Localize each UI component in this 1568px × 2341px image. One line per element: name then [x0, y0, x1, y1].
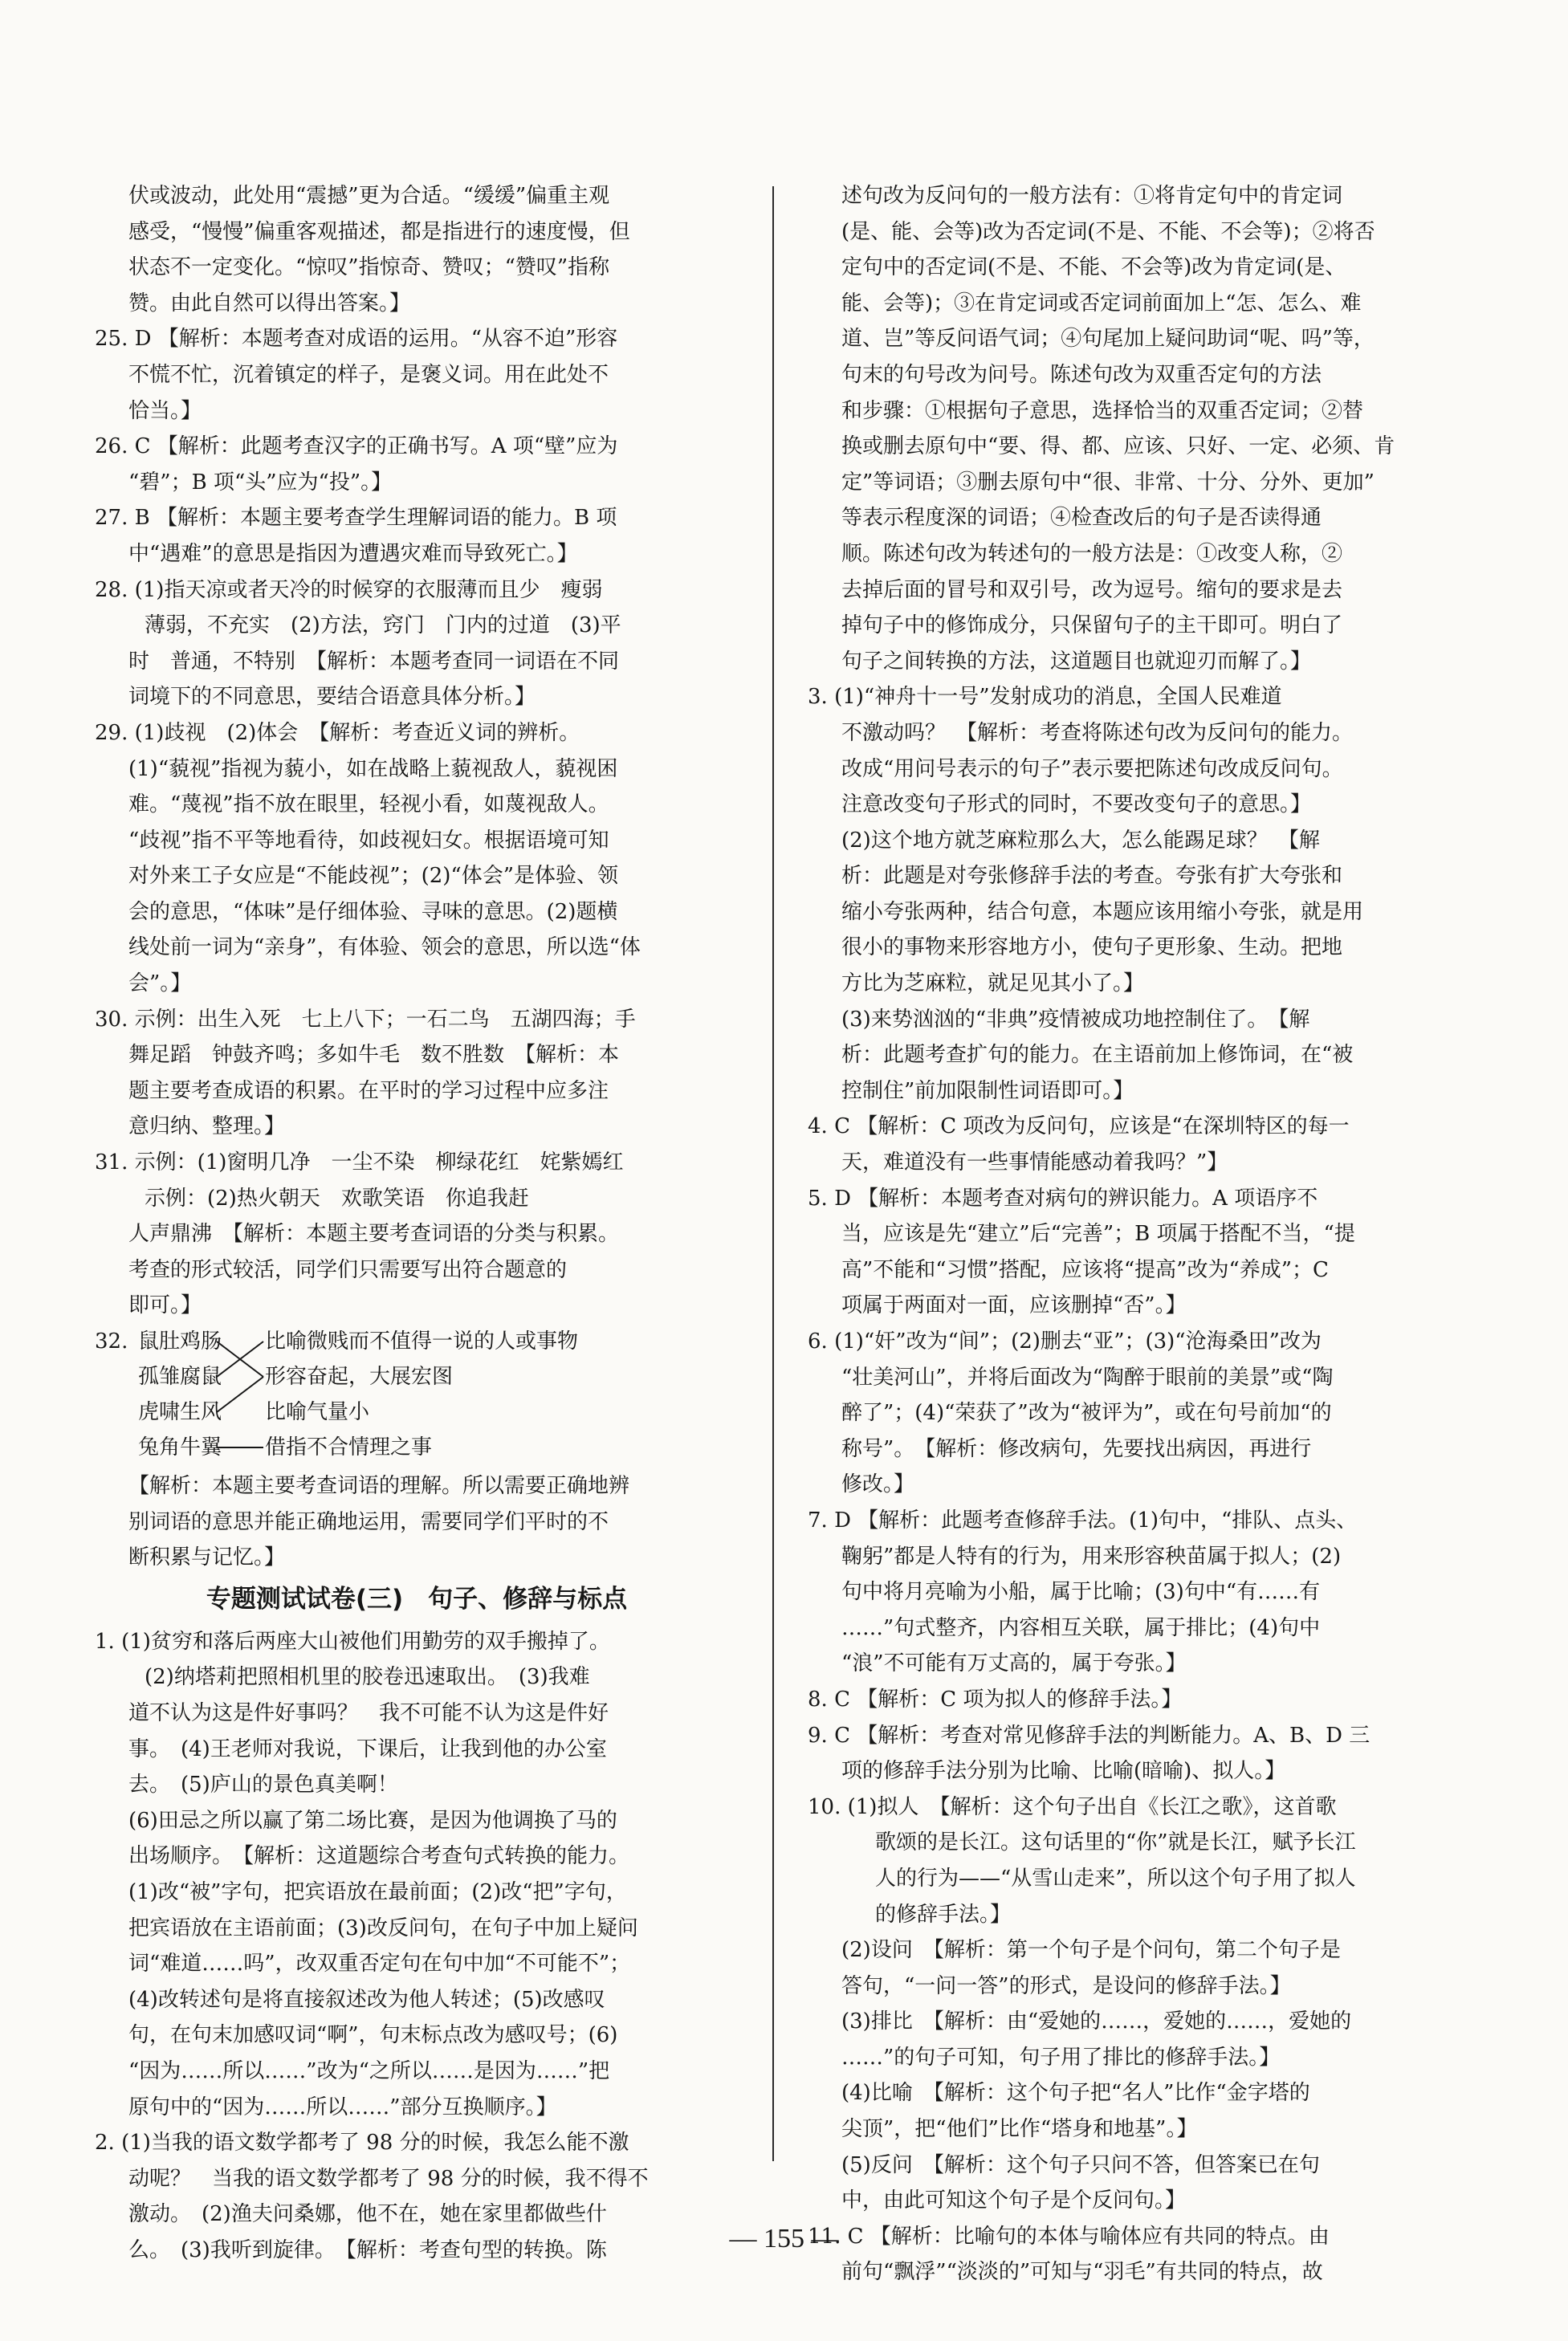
text-line: 28. (1)指天凉或者天冷的时候穿的衣服薄而且少 瘦弱: [95, 577, 603, 602]
text-line: 动呢？ 当我的语文数学都考了 98 分的时候，我不得不: [128, 2166, 649, 2191]
text-line: 激动。 (2)渔夫问桑娜，他不在，她在家里都做些什: [128, 2202, 607, 2227]
text-line: (2)设问 【解析：第一个句子是个问句，第二个句子是: [841, 1938, 1341, 1963]
match-right-definition: 比喻微贱而不值得一说的人或事物: [265, 1329, 579, 1354]
section-title: 专题测试试卷(三) 句子、修辞与标点: [206, 1584, 628, 1614]
text-line: 把宾语放在主语前面；(3)改反问句，在句子中加上疑问: [128, 1916, 638, 1940]
text-line: 对外来工子女应是“不能歧视”；(2)“体会”是体验、领: [128, 864, 618, 889]
text-line: 前句“飘浮”“淡淡的”可知与“羽毛”有共同的特点，故: [841, 2260, 1323, 2285]
text-line: 定”等词语；③删去原句中“很、非常、十分、分外、更加”: [841, 470, 1375, 495]
text-line: 缩小夸张两种，结合句意，本题应该用缩小夸张，就是用: [841, 899, 1364, 924]
text-line: 词“难道……吗”，改双重否定句在句中加“不可能不”；: [128, 1952, 631, 1977]
match-line: [217, 1377, 263, 1412]
right-block: [808, 178, 1471, 2290]
text-line: 人声鼎沸 【解析：本题主要考查词语的分类与积累。: [128, 1222, 620, 1247]
text-line: 9. C 【解析：考查对常见修辞手法的判断能力。A、B、D 三: [808, 1723, 1370, 1748]
text-line: (3)排比 【解析：由“爱她的……，爱她的……，爱她的: [841, 2009, 1352, 2034]
text-line: 天，难道没有一些事情能感动着我吗？”】: [841, 1150, 1228, 1175]
match-right-definition: 借指不合情理之事: [265, 1435, 433, 1460]
text-line: 26. C 【解析：此题考查汉字的正确书写。A 项“壁”应为: [95, 434, 618, 459]
text-line: 述句改为反问句的一般方法有：①将肯定句中的肯定词: [841, 184, 1343, 208]
text-line: 醉了”；(4)“荣获了”改为“被评为”，或在句号前加“的: [841, 1401, 1332, 1426]
left-block-top: [95, 178, 739, 1324]
text-line: 换或删去原句中“要、得、都、应该、只好、一定、必须、肯: [841, 434, 1395, 459]
text-line: 很小的事物来形容地方小，使句子更形象、生动。把地: [841, 935, 1343, 960]
text-line: 的修辞手法。】: [875, 1902, 1012, 1927]
text-line: 答句，“一问一答”的形式，是设问的修辞手法。】: [841, 1973, 1291, 1998]
text-line: 示例：(2)热火朝天 欢歌笑语 你追我赶: [145, 1186, 529, 1211]
text-line: “因为……所以……”改为“之所以……是因为……”把: [128, 2058, 610, 2083]
text-line: 断积累与记忆。】: [128, 1545, 286, 1570]
text-line: 顺。陈述句改为转述句的一般方法是：①改变人称，②: [841, 541, 1343, 566]
match-right-definition: 形容奋起，大展宏图: [265, 1365, 454, 1389]
text-line: 5. D 【解析：本题考查对病句的辨识能力。A 项语序不: [808, 1186, 1318, 1211]
text-line: 句子之间转换的方法，这道题目也就迎刃而解了。】: [841, 649, 1312, 674]
text-line: 当，应该是先“建立”后“完善”；B 项属于搭配不当，“提: [841, 1222, 1355, 1247]
text-line: 能、会等)；③在肯定词或否定词前面加上“怎、怎么、难: [841, 291, 1362, 316]
matching-exercise-32: [95, 1324, 739, 1468]
text-line: 3. (1)“神舟十一号”发射成功的消息，全国人民难道: [808, 685, 1282, 710]
text-line: 方比为芝麻粒，就足见其小了。】: [841, 971, 1145, 996]
text-line: 舞足蹈 钟鼓齐鸣；多如牛毛 数不胜数 【解析：本: [128, 1043, 620, 1068]
text-line: 句，在句末加感叹词“啊”，句末标点改为感叹号；(6): [128, 2023, 618, 2048]
text-line: 意归纳、整理。】: [128, 1114, 286, 1139]
text-line: 原句中的“因为……所以……”部分互换顺序。】: [128, 2095, 557, 2119]
page-number: — 155 —: [729, 2224, 839, 2253]
text-line: 即可。】: [128, 1293, 202, 1318]
text-line: 改成“用问号表示的句子”表示要把陈述句改成反问句。: [841, 756, 1343, 781]
text-line: 10. (1)拟人 【解析：这个句子出自《长江之歌》，这首歌: [808, 1794, 1337, 1819]
text-line: 2. (1)当我的语文数学都考了 98 分的时候，我怎么能不激: [95, 2131, 629, 2156]
match-connector-lines: [215, 1324, 267, 1468]
text-line: 事。 (4)王老师对我说，下课后，让我到他的办公室: [128, 1736, 607, 1761]
text-line: 句中将月亮喻为小船，属于比喻；(3)句中“有……有: [841, 1580, 1321, 1605]
text-line: 析：此题是对夸张修辞手法的考查。夸张有扩大夸张和: [841, 864, 1343, 889]
text-line: 赞。由此自然可以得出答案。】: [128, 291, 411, 316]
column-divider: [772, 186, 774, 2161]
text-line: 线处前一词为“亲身”，有体验、领会的意思，所以选“体: [128, 935, 641, 960]
right-column: [808, 178, 1471, 2290]
text-line: 掉句子中的修饰成分，只保留句子的主干即可。明白了: [841, 613, 1343, 638]
text-line: 薄弱，不充实 (2)方法，窍门 门内的过道 (3)平: [145, 613, 621, 638]
text-line: 考查的形式较活，同学们只需要写出符合题意的: [128, 1257, 568, 1282]
text-line: 感受，“慢慢”偏重客观描述，都是指进行的速度慢，但: [128, 219, 630, 244]
text-line: 句末的句号改为问号。陈述句改为双重否定句的方法: [841, 362, 1322, 387]
text-line: (是、能、会等)改为否定词(不是、不能、不会等)；②将否: [841, 219, 1375, 244]
text-line: 人的行为——“从雪山走来”，所以这个句子用了拟人: [875, 1866, 1356, 1891]
match-left-term: 孤雏腐鼠: [138, 1365, 222, 1389]
text-line: (3)来势汹汹的“非典”疫情被成功地控制住了。 【解: [841, 1007, 1310, 1032]
text-line: 和步骤：①根据句子意思，选择恰当的双重否定词；②替: [841, 398, 1364, 423]
text-line: 不慌不忙，沉着镇定的样子，是褒义词。用在此处不: [128, 362, 609, 387]
text-line: 尖顶”，把“他们”比作“塔身和地基”。】: [841, 2117, 1198, 2142]
text-line: (4)比喻 【解析：这个句子把“名人”比作“金字塔的: [841, 2081, 1310, 2106]
text-line: 称号”。 【解析：修改病句，先要找出病因，再进行: [841, 1436, 1312, 1461]
text-line: 析：此题考查扩句的能力。在主语前加上修饰词，在“被: [841, 1043, 1354, 1068]
text-line: “歧视”指不平等地看待，如歧视妇女。根据语境可知: [128, 828, 609, 853]
text-line: 27. B 【解析：本题主要考查学生理解词语的能力。B 项: [95, 506, 617, 531]
text-line: 7. D 【解析：此题考查修辞手法。(1)句中，“排队、点头、: [808, 1508, 1358, 1533]
text-line: 8. C 【解析：C 项为拟人的修辞手法。】: [808, 1687, 1183, 1712]
text-line: (2)纳塔莉把照相机里的胶卷迅速取出。 (3)我难: [145, 1665, 590, 1690]
text-line: “浪”不可能有万丈高的，属于夸张。】: [841, 1651, 1187, 1676]
text-line: 注意改变句子形式的同时，不要改变句子的意思。】: [841, 792, 1312, 817]
text-line: 31. 示例：(1)窗明几净 一尘不染 柳绿花红 姹紫嫣红: [95, 1150, 624, 1175]
left-block-mid: [95, 1468, 739, 1576]
text-line: 出场顺序。 【解析：这道题综合考查句式转换的能力。: [128, 1844, 630, 1869]
text-line: 鞠躬”都是人特有的行为，用来形容秧苗属于拟人；(2): [841, 1544, 1342, 1569]
text-line: (6)田忌之所以赢了第二场比赛，是因为他调换了马的: [128, 1808, 617, 1833]
text-line: 状态不一定变化。“惊叹”指惊奇、赞叹；“赞叹”指称: [128, 255, 610, 280]
match-right-definition: 比喻气量小: [265, 1400, 370, 1424]
text-line: 会的意思，“体味”是仔细体验、寻味的意思。(2)题横: [128, 899, 618, 924]
text-line: 25. D 【解析：本题考查对成语的运用。“从容不迫”形容: [95, 327, 618, 352]
left-block-bottom: [95, 1624, 739, 2269]
text-line: 等表示程度深的词语；④检查改后的句子是否读得通: [841, 506, 1322, 531]
text-line: 1. (1)贫穷和落后两座大山被他们用勤劳的双手搬掉了。: [95, 1629, 610, 1654]
text-line: 中，由此可知这个句子是个反问句。】: [841, 2188, 1187, 2213]
text-line: 歌颂的是长江。这句话里的“你”就是长江，赋予长江: [875, 1830, 1356, 1855]
text-line: 伏或波动，此处用“震撼”更为合适。“缓缓”偏重主观: [128, 184, 610, 208]
text-line: 中“遇难”的意思是指因为遭遇灾难而导致死亡。】: [128, 541, 578, 566]
match-left-term: 虎啸生风: [138, 1400, 222, 1424]
text-line: 词境下的不同意思，要结合语意具体分析。】: [128, 685, 536, 710]
text-line: 难。“蔑视”指不放在眼里，轻视小看，如蔑视敌人。: [128, 792, 609, 817]
text-line: 题主要考查成语的积累。在平时的学习过程中应多注: [128, 1078, 609, 1103]
text-line: 会”。】: [128, 971, 192, 996]
text-line: 30. 示例：出生入死 七上八下；一石二鸟 五湖四海；手: [95, 1007, 636, 1032]
text-line: ……”的句子可知，句子用了排比的修辞手法。】: [841, 2045, 1281, 2070]
text-line: 【解析：本题主要考查词语的理解。所以需要正确地辨: [128, 1474, 630, 1498]
text-line: 11. C 【解析：比喻句的本体与喻体应有共同的特点。由: [808, 2224, 1330, 2249]
text-line: 项的修辞手法分别为比喻、比喻(暗喻)、拟人。】: [841, 1759, 1286, 1784]
text-line: 6. (1)“奸”改为“间”；(2)删去“亚”；(3)“沧海桑田”改为: [808, 1329, 1322, 1354]
text-line: 定句中的否定词(不是、不能、不会等)改为肯定词(是、: [841, 255, 1346, 280]
text-line: 别词语的意思并能正确地运用，需要同学们平时的不: [128, 1509, 609, 1534]
text-line: 去。 (5)庐山的景色真美啊！: [128, 1773, 398, 1797]
text-line: 么。 (3)我听到旋律。 【解析：考查句型的转换。陈: [128, 2237, 607, 2262]
text-line: 恰当。】: [128, 398, 202, 423]
text-line: 4. C 【解析：C 项改为反问句，应该是“在深圳特区的每一: [808, 1114, 1350, 1139]
text-line: 29. (1)歧视 (2)体会 【解析：考查近义词的辨析。: [95, 720, 580, 745]
text-line: 道不认为这是件好事吗？ 我不可能不认为这是件好: [128, 1700, 609, 1725]
text-line: 项属于两面对一面，应该删掉“否”。】: [841, 1293, 1187, 1318]
text-line: “壮美河山”，并将后面改为“陶醉于眼前的美景”或“陶: [841, 1365, 1334, 1390]
text-line: (4)改转述句是将直接叙述改为他人转述；(5)改感叹: [128, 1987, 605, 2012]
match-left-term: 鼠肚鸡肠: [138, 1329, 222, 1354]
match-left-term: 兔角牛翼: [138, 1435, 222, 1460]
left-column: [95, 178, 739, 2268]
text-line: 控制住”前加限制性词语即可。】: [841, 1078, 1134, 1103]
text-line: (1)改“被”字句，把宾语放在最前面；(2)改“把”字句，: [128, 1879, 627, 1904]
text-line: (2)这个地方就芝麻粒那么大，怎么能踢足球？ 【解: [841, 828, 1320, 853]
text-line: “碧”；B 项“头”应为“投”。】: [128, 470, 393, 495]
text-line: (5)反问 【解析：这个句子只问不答，但答案已在句: [841, 2152, 1320, 2177]
text-line: 修改。】: [841, 1472, 915, 1497]
text-line: 道、岂”等反问语气词；④句尾加上疑问助词“呢、吗”等，: [841, 327, 1375, 352]
text-line: 去掉后面的冒号和双引号，改为逗号。缩句的要求是去: [841, 577, 1343, 602]
text-line: 不激动吗？ 【解析：考查将陈述句改为反问句的能力。: [841, 720, 1354, 745]
text-line: 时 普通，不特别 【解析：本题考查同一词语在不同: [128, 649, 620, 674]
text-line: (1)“藐视”指视为藐小，如在战略上藐视敌人，藐视困: [128, 756, 618, 781]
text-line: 高”不能和“习惯”搭配，应该将“提高”改为“养成”；C: [841, 1257, 1329, 1282]
text-line: ……”句式整齐，内容相互关联，属于排比；(4)句中: [841, 1615, 1321, 1640]
match-question-number: 32.: [95, 1329, 128, 1354]
